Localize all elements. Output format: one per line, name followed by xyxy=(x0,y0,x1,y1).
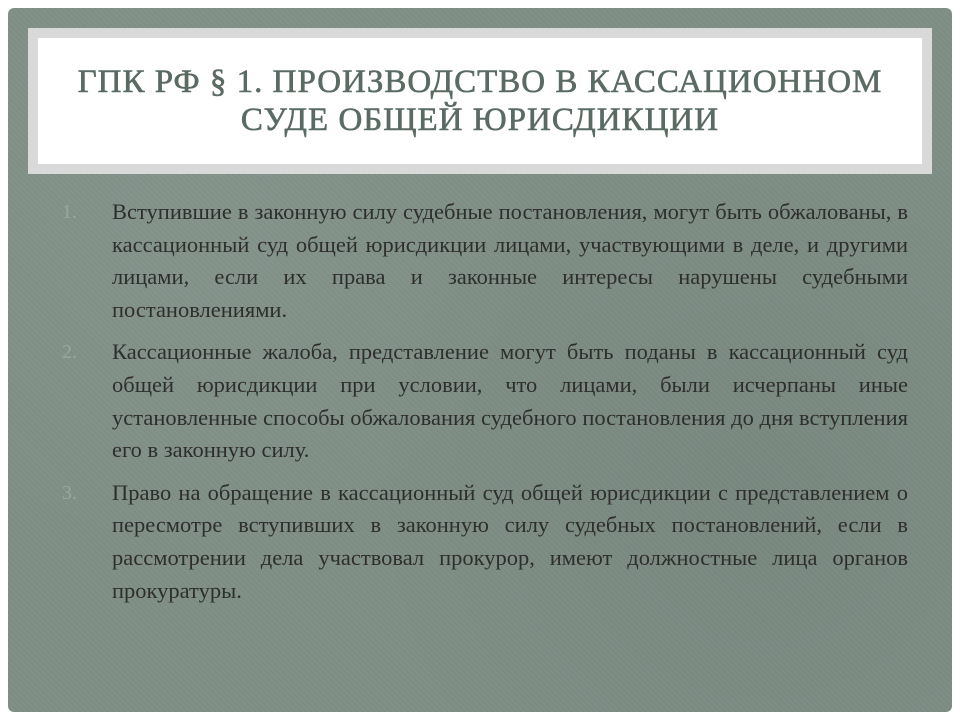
list-item xyxy=(62,477,908,607)
list-item-number: 1. xyxy=(62,201,77,223)
title-frame xyxy=(28,28,932,174)
title-box xyxy=(38,38,922,164)
slide-title-line-1: ГПК РФ § 1. ПРОИЗВОДСТВО В КАССАЦИОННОМ xyxy=(77,64,883,100)
slide-title-line-2: СУДЕ ОБЩЕЙ ЮРИСДИКЦИИ xyxy=(240,102,720,138)
slide xyxy=(8,8,952,712)
list-item-text: Право на обращение в кассационный суд общей юрисдикции с представлением о пересмотре вступивших в законную силу судебных постановлений, если в рассмотрении дела участвовал прокурор, имеют должностные лица органов прокуратуры. xyxy=(112,479,908,603)
numbered-list xyxy=(62,196,908,617)
list-item xyxy=(62,196,908,326)
list-item-number: 3. xyxy=(62,481,77,504)
list-item-number: 2. xyxy=(62,341,77,364)
list-item xyxy=(62,336,908,466)
list-item-text: Кассационные жалоба, представление могут быть поданы в кассационный суд общей юрисдикции при условии, что лицами, были исчерпаны иные установленные способы обжалования судебного постановления до дня вступления его в законную силу. xyxy=(112,339,908,463)
list-item-text: Вступившие в законную силу судебные постановления, могут быть обжалованы, в кассационный суд общей юрисдикции лицами, участвующими в деле, и другими лицами, если их права и законные интересы нарушены судебными постановлениями. xyxy=(112,199,908,322)
